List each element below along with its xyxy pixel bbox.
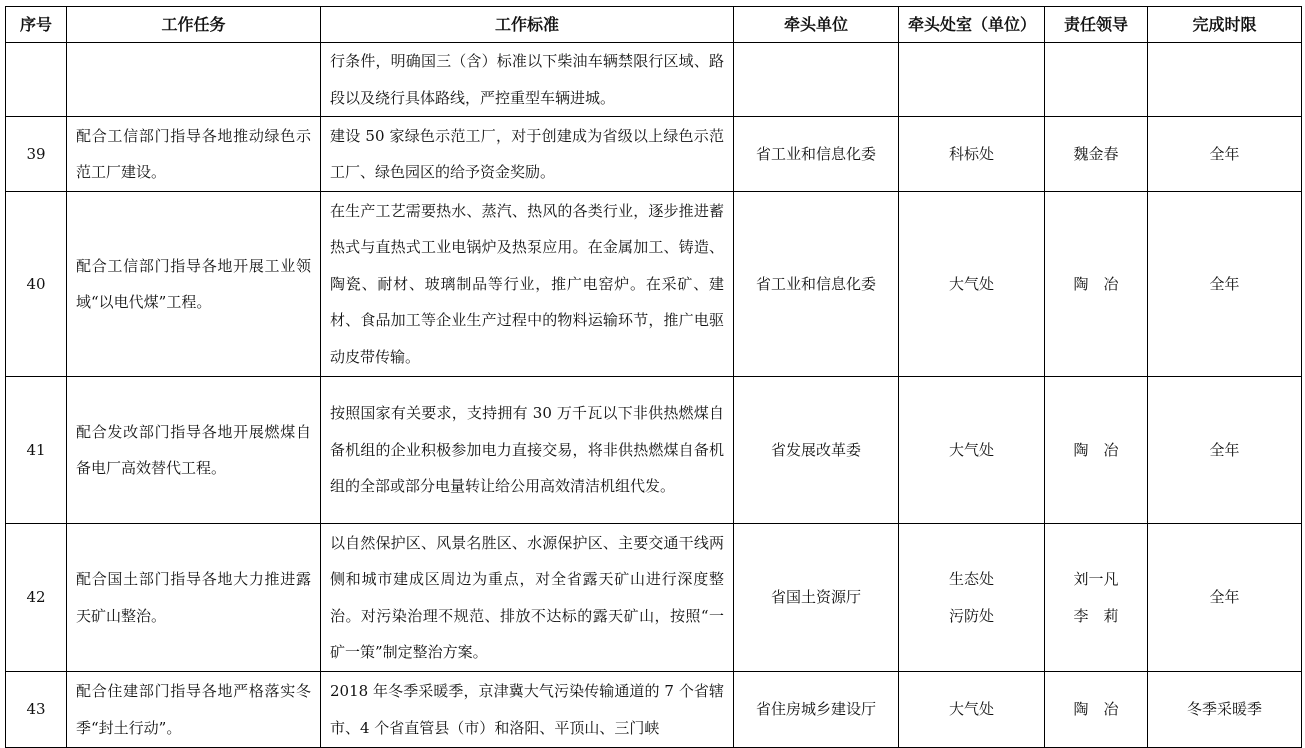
row-lead-unit: 省住房城乡建设厅	[734, 672, 899, 748]
table-row	[6, 117, 1302, 192]
row-no	[6, 43, 67, 117]
row-standard: 按照国家有关要求，支持拥有 30 万千瓦以下非供热燃煤自备机组的企业积极参加电力直接交易，将非供热燃煤自备机组的全部或部分电量转让给公用高效清洁机组代发。	[321, 377, 734, 524]
lead-office-line: 科标处	[948, 144, 994, 163]
lead-office-line: 污防处	[948, 606, 994, 625]
leader-line: 陶 冶	[1073, 700, 1119, 719]
row-standard: 2018 年冬季采暖季，京津冀大气污染传输通道的 7 个省辖市、4 个省直管县（市）和洛阳、平顶山、三门峡	[321, 672, 734, 748]
lead-office-line: 大气处	[948, 700, 994, 719]
row-task: 配合工信部门指导各地推动绿色示范工厂建设。	[67, 117, 321, 192]
row-task: 配合国土部门指导各地大力推进露天矿山整治。	[67, 524, 321, 672]
table-row	[6, 377, 1302, 524]
header-standard: 工作标准	[321, 7, 734, 43]
row-standard: 行条件，明确国三（含）标准以下柴油车辆禁限行区域、路段以及绕行具体路线，严控重型车辆进城。	[321, 43, 734, 117]
row-no: 39	[6, 117, 67, 192]
row-deadline: 全年	[1148, 117, 1302, 192]
header-no: 序号	[6, 7, 67, 43]
row-leader	[1045, 377, 1148, 524]
row-standard: 以自然保护区、风景名胜区、水源保护区、主要交通干线两侧和城市建成区周边为重点，对全省露天矿山进行深度整治。对污染治理不规范、排放不达标的露天矿山，按照“一矿一策”制定整治方案。	[321, 524, 734, 672]
lead-office-line: 大气处	[948, 440, 994, 459]
row-lead-office	[899, 524, 1045, 672]
row-deadline	[1148, 43, 1302, 117]
row-no: 43	[6, 672, 67, 748]
row-deadline: 全年	[1148, 377, 1302, 524]
row-lead-office	[899, 43, 1045, 117]
row-deadline: 冬季采暖季	[1148, 672, 1302, 748]
header-lead-office: 牵头处室（单位）	[899, 7, 1045, 43]
row-lead-unit	[734, 43, 899, 117]
leader-line: 魏金春	[1073, 144, 1119, 163]
table-row	[6, 524, 1302, 672]
row-lead-unit: 省国土资源厅	[734, 524, 899, 672]
header-deadline: 完成时限	[1148, 7, 1302, 43]
row-lead-office	[899, 377, 1045, 524]
row-lead-office	[899, 672, 1045, 748]
lead-office-line: 大气处	[948, 274, 994, 293]
lead-office-line: 生态处	[948, 570, 994, 588]
row-task: 配合工信部门指导各地开展工业领域“以电代煤”工程。	[67, 192, 321, 377]
header-row	[6, 7, 1302, 43]
leader-line: 李 莉	[1073, 606, 1119, 625]
leader-line: 刘一凡	[1073, 570, 1119, 588]
table-row	[6, 43, 1302, 117]
header-lead-unit: 牵头单位	[734, 7, 899, 43]
row-leader	[1045, 192, 1148, 377]
row-lead-office	[899, 192, 1045, 377]
row-no: 41	[6, 377, 67, 524]
table-row	[6, 192, 1302, 377]
table-row	[6, 672, 1302, 748]
task-table	[5, 6, 1302, 748]
row-lead-office	[899, 117, 1045, 192]
row-lead-unit: 省发展改革委	[734, 377, 899, 524]
row-no: 42	[6, 524, 67, 672]
row-no: 40	[6, 192, 67, 377]
row-lead-unit: 省工业和信息化委	[734, 192, 899, 377]
row-task	[67, 43, 321, 117]
row-task: 配合发改部门指导各地开展燃煤自备电厂高效替代工程。	[67, 377, 321, 524]
row-leader	[1045, 524, 1148, 672]
row-leader	[1045, 117, 1148, 192]
row-deadline: 全年	[1148, 192, 1302, 377]
leader-line: 陶 冶	[1073, 274, 1119, 293]
row-leader	[1045, 672, 1148, 748]
leader-line: 陶 冶	[1073, 440, 1119, 459]
header-leader: 责任领导	[1045, 7, 1148, 43]
row-lead-unit: 省工业和信息化委	[734, 117, 899, 192]
row-deadline: 全年	[1148, 524, 1302, 672]
row-task: 配合住建部门指导各地严格落实冬季“封土行动”。	[67, 672, 321, 748]
row-standard: 建设 50 家绿色示范工厂，对于创建成为省级以上绿色示范工厂、绿色园区的给予资金奖励。	[321, 117, 734, 192]
row-standard: 在生产工艺需要热水、蒸汽、热风的各类行业，逐步推进蓄热式与直热式工业电锅炉及热泵应用。在金属加工、铸造、陶瓷、耐材、玻璃制品等行业，推广电窑炉。在采矿、建材、食品加工等企业生产过程中的物料运输环节，推广电驱动皮带传输。	[321, 192, 734, 377]
header-task: 工作任务	[67, 7, 321, 43]
row-leader	[1045, 43, 1148, 117]
